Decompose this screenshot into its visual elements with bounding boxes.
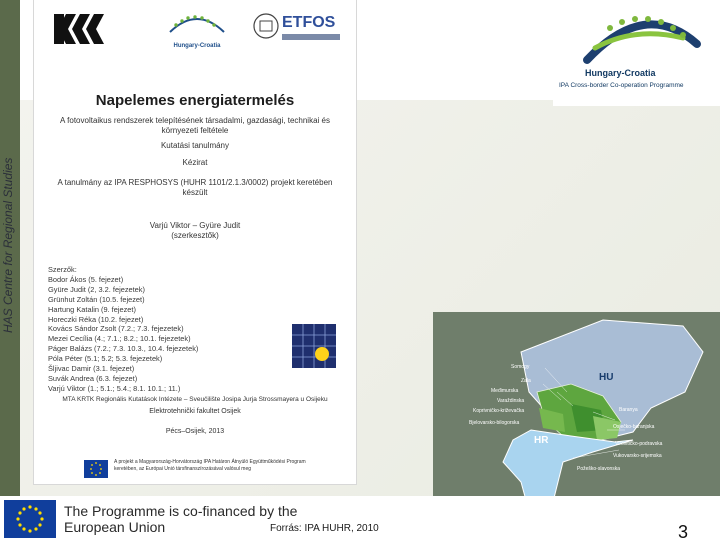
document-editors-role: (szerkesztők) xyxy=(171,231,219,240)
rk-logo xyxy=(52,12,106,46)
author-line: Gyüre Judit (2, 3.2. fejezetek) xyxy=(48,284,145,294)
map-label-hu: HU xyxy=(599,372,614,383)
hungary-croatia-small-logo xyxy=(162,10,232,50)
eu-text-line2: European Union xyxy=(64,519,166,535)
county-label: Bjelovarsko-bilogorska xyxy=(469,420,520,426)
etfos-text: ETFOS xyxy=(282,14,336,31)
document-eu-strip xyxy=(84,458,334,480)
hc-logo-subtitle: IPA Cross-border Co-operation Programme xyxy=(559,82,684,89)
document-place-year: Pécs–Osijek, 2013 xyxy=(165,428,225,435)
programme-emblem-icon xyxy=(575,8,705,68)
document-manuscript: Kézirat xyxy=(182,158,208,167)
hc-logo-text: Hungary-Croatia xyxy=(173,43,221,49)
document-eu-note: A projekt a Magyarország-Horvátország IPA Határon Átnyúló Együttműködési Program keretében, az Európai Unió társfinanszírozásával valósul meg xyxy=(114,459,306,472)
author-line: Suvák Andrea (6.3. fejezet) xyxy=(48,373,138,383)
page-number: 3 xyxy=(678,522,689,542)
author-line: Horeczki Réka (10.2. fejezet) xyxy=(48,314,144,324)
document-study-type: Kutatási tanulmány xyxy=(160,141,230,150)
source-note: Forrás: IPA HUHR, 2010 xyxy=(270,523,379,534)
map-label-hr: HR xyxy=(534,435,549,446)
document-subtitle: A fotovoltaikus rendszerek telepítésének társadalmi, gazdasági, technikai és környezeti feltétele xyxy=(60,116,330,135)
side-label: HAS Centre for Regional Studies xyxy=(1,157,15,333)
eu-cofinance-text xyxy=(64,503,297,535)
authors-list xyxy=(48,265,198,394)
author-line: Kovács Sándor Zsolt (7.2.; 7.3. fejezetek) xyxy=(48,324,184,334)
document-project-note: A tanulmány az IPA RESPHOSYS (HUHR 1101/2.1.3/0002) projekt keretében készült xyxy=(57,178,333,197)
county-label: Požeško-slavonska xyxy=(577,466,621,472)
university-seal-icon xyxy=(252,12,280,40)
hc-logo-title: Hungary-Croatia xyxy=(585,68,656,78)
eu-text-line1: The Programme is co-financed by the xyxy=(64,503,298,519)
author-line: Hartung Katalin (9. fejezet) xyxy=(48,304,136,314)
document-institutions: MTA KRTK Regionális Kutatások Intézete – Sveučilište Josipa Jurja Strossmayera u Osijeku xyxy=(62,396,328,403)
county-label: Varaždinska xyxy=(497,398,525,404)
author-line: Páger Balázs (7.2.; 7.3. 10.3., 10.4. fejezetek) xyxy=(48,344,199,354)
author-line: Bodor Ákos (5. fejezet) xyxy=(48,274,124,284)
county-label: Međimurska xyxy=(491,388,519,394)
star-arc-icon xyxy=(162,10,232,38)
document-faculty: Elektrotehnički fakultet Osijek xyxy=(149,408,241,415)
county-label: Koprivničko-križevačka xyxy=(473,408,525,414)
county-label: Virovitičko-podravska xyxy=(615,441,663,447)
author-line: Mezei Cecília (4.; 7.1.; 8.2.; 10.1. fejezetek) xyxy=(48,334,191,344)
hungary-croatia-logo xyxy=(553,0,720,106)
county-label: Osječko-baranjska xyxy=(613,424,655,430)
author-line: Šljivac Damir (3.1. fejezet) xyxy=(48,364,135,374)
author-line: Grünhut Zoltán (10.5. fejezet) xyxy=(48,294,145,304)
etfos-logo xyxy=(252,8,342,50)
eu-flag-icon xyxy=(4,500,56,538)
county-label: Somogy xyxy=(511,364,530,370)
document-editors: Varjú Viktor – Gyüre Judit xyxy=(149,221,241,230)
document-title: Napelemes energiatermelés xyxy=(95,92,295,109)
author-line: Varjú Viktor (1.; 5.1.; 5.4.; 8.1. 10.1.; 11.) xyxy=(48,383,181,393)
etfos-subline xyxy=(282,34,340,40)
eu-flag-small-icon xyxy=(84,460,108,478)
document-logo-row xyxy=(42,4,348,52)
author-line: Póla Péter (5.1; 5.2; 5.3. fejezetek) xyxy=(48,354,163,364)
county-label: Vukovarsko-srijemska xyxy=(613,453,662,459)
document-cover xyxy=(34,0,356,484)
solar-panel-icon xyxy=(292,324,336,368)
authors-heading: Szerzők: xyxy=(48,265,77,274)
county-label: Zala xyxy=(521,378,531,384)
county-label: Baranya xyxy=(619,407,638,413)
